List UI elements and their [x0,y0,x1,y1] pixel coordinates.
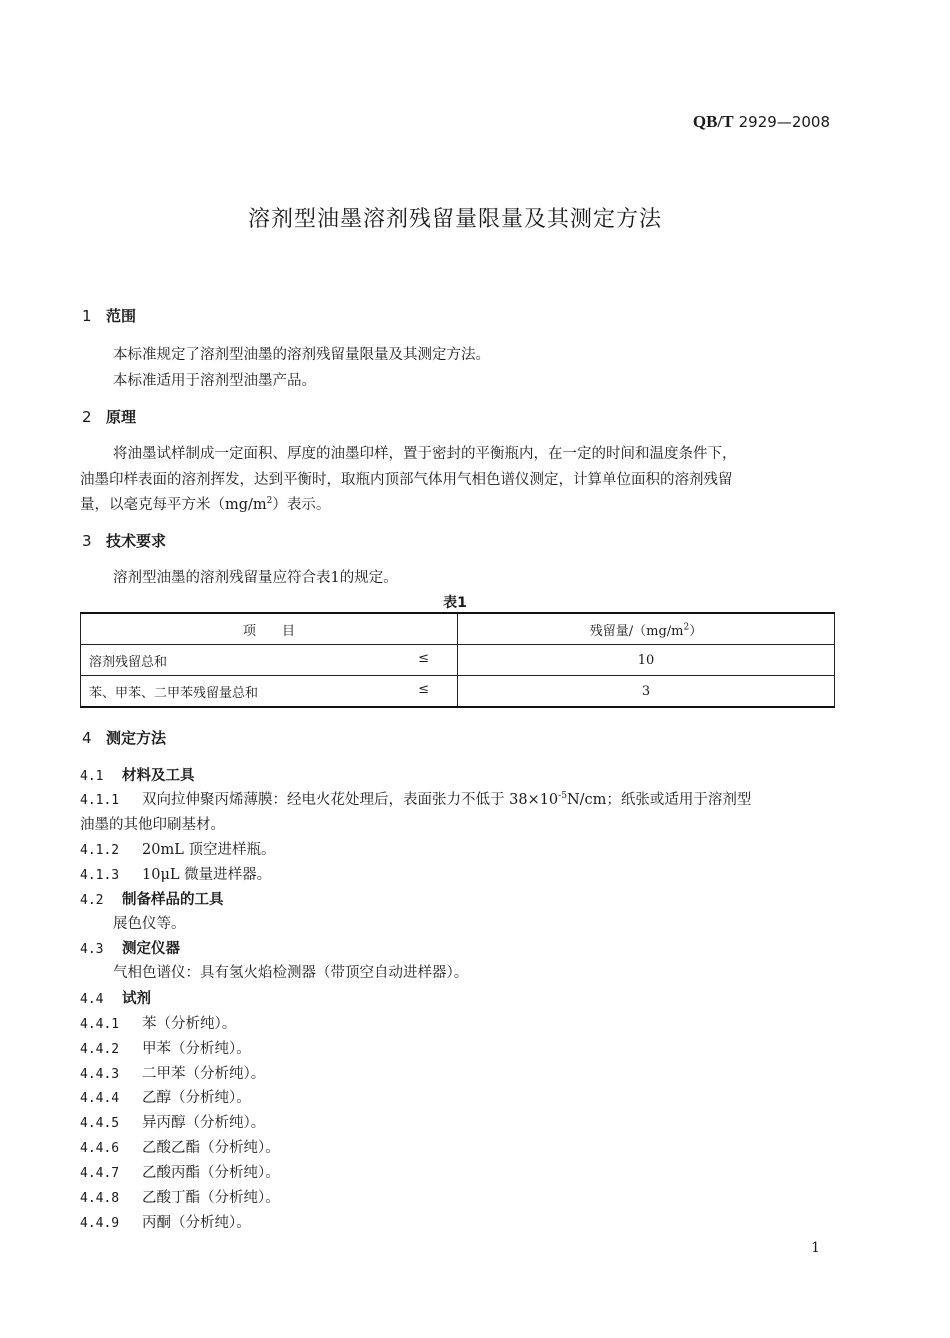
section-1-paragraph-2: 本标准适用于溶剂型油墨产品。 [113,373,316,389]
item-label: 苯、甲苯、二甲苯残留量总和 [89,685,259,701]
section-number: 1 [82,307,92,325]
document-title: 溶剂型油墨溶剂残留量限量及其测定方法 [247,207,662,232]
subsection-title: 测定仪器 [122,941,180,957]
table-header-row [81,613,835,645]
reagent-item [80,1186,280,1207]
subsection-4-1-heading [80,764,195,785]
reagent-item [80,1012,236,1033]
reagent-item [80,1062,265,1083]
clause-4-1-1 [80,788,751,809]
text-fragment: 双向拉伸聚丙烯薄膜：经电火花处理后，表面张力不低于 38×10 [142,792,559,808]
table-row [81,676,835,708]
reagent-item [80,1111,265,1132]
clause-4-1-3 [80,863,271,884]
clause-4-1-1-continuation: 油墨的其他印刷基材。 [80,817,225,833]
reagent-item [80,1211,251,1232]
section-title: 原理 [106,408,137,426]
subsection-number: 4.4 [80,992,104,1007]
clause-number: 4.1.2 [80,843,120,858]
section-2-heading [82,406,136,427]
clause-number: 4.4.3 [80,1067,120,1082]
table-cell-item [81,645,458,676]
section-number: 2 [82,408,92,426]
subsection-4-3-text: 气相色谱仪：具有氢火焰检测器（带顶空自动进样器）。 [113,965,469,981]
subsection-4-2-text: 展色仪等。 [113,916,186,932]
section-title: 测定方法 [106,729,167,747]
column-header-residue [458,613,835,645]
table-cell-value: 3 [458,676,835,708]
clause-text: 乙酸乙酯（分析纯）。 [142,1140,280,1156]
clause-number: 4.4.8 [80,1191,120,1206]
section-number: 4 [82,729,92,747]
subsection-4-3-heading [80,937,180,958]
section-number: 3 [82,532,92,550]
section-1-heading [82,305,136,326]
item-label: 溶剂残留总和 [89,654,168,670]
section-2-line-1: 将油墨试样制成一定面积、厚度的油墨印样，置于密封的平衡瓶内，在一定的时间和温度条件下， [113,446,737,462]
reagent-item [80,1086,251,1107]
clause-text: 异丙醇（分析纯）。 [142,1115,266,1131]
clause-number: 4.4.4 [80,1091,120,1106]
reagent-item [80,1136,280,1157]
page-number: 1 [811,1240,820,1256]
operator: ≤ [418,650,429,666]
clause-text: 甲苯（分析纯）。 [142,1041,251,1057]
clause-text: 二甲苯（分析纯）。 [142,1066,266,1082]
clause-number: 4.4.9 [80,1216,120,1231]
clause-number: 4.4.1 [80,1017,120,1032]
standard-prefix: QB/T [692,112,734,131]
table-cell-value: 10 [458,645,835,676]
table-cell-item [81,676,458,708]
clause-text: 苯（分析纯）。 [142,1016,237,1032]
table-caption: 表1 [443,595,467,611]
clause-number: 4.4.7 [80,1166,120,1181]
text-fragment: ）表示。 [272,497,331,513]
text-fragment: ） [689,623,703,639]
operator: ≤ [418,681,429,697]
superscript: 2 [266,496,273,507]
clause-text: 乙酸丁酯（分析纯）。 [142,1190,280,1206]
subsection-number: 4.1 [80,769,104,784]
clause-number: 4.1.3 [80,868,120,883]
clause-text: 丙酮（分析纯）。 [142,1215,251,1231]
table-row [81,645,835,676]
subsection-title: 材料及工具 [122,768,195,784]
clause-number: 4.4.5 [80,1116,120,1131]
clause-text: 乙醇（分析纯）。 [142,1090,251,1106]
clause-number: 4.1.1 [80,793,120,808]
standard-number: 2929—2008 [738,113,830,131]
reagent-item [80,1161,280,1182]
section-title: 技术要求 [106,532,167,550]
section-1-paragraph-1: 本标准规定了溶剂型油墨的溶剂残留量限量及其测定方法。 [113,347,490,363]
standard-code [693,112,830,132]
text-fragment: 残留量/（mg/m [589,623,684,639]
clause-number: 4.4.6 [80,1141,120,1156]
subsection-4-2-heading [80,888,224,909]
subsection-4-4-heading [80,987,151,1008]
section-3-heading [82,530,166,551]
section-2-line-3 [80,493,330,514]
subsection-number: 4.2 [80,893,104,908]
subsection-number: 4.3 [80,942,104,957]
clause-text: 乙酸丙酯（分析纯）。 [142,1165,280,1181]
reagent-item [80,1037,251,1058]
subsection-title: 制备样品的工具 [122,892,224,908]
superscript: -5 [558,791,567,802]
clause-text: 10μL 微量进样器。 [142,867,272,883]
section-2-line-2: 油墨印样表面的溶剂挥发，达到平衡时，取瓶内顶部气体用气相色谱仪测定，计算单位面积的溶剂残留 [80,472,733,488]
requirements-table [80,612,835,708]
text-fragment: N/cm；纸张或适用于溶剂型 [566,792,752,808]
section-3-paragraph: 溶剂型油墨的溶剂残留量应符合表1的规定。 [113,570,398,586]
clause-4-1-2 [80,838,275,859]
clause-number: 4.4.2 [80,1042,120,1057]
section-title: 范围 [106,307,137,325]
superscript: 2 [683,622,690,633]
text-fragment: 量，以毫克每平方米（mg/m [80,497,267,513]
section-4-heading [82,727,166,748]
clause-text: 20mL 顶空进样瓶。 [142,842,276,858]
subsection-title: 试剂 [122,991,151,1007]
column-header-item: 项 目 [81,613,458,645]
